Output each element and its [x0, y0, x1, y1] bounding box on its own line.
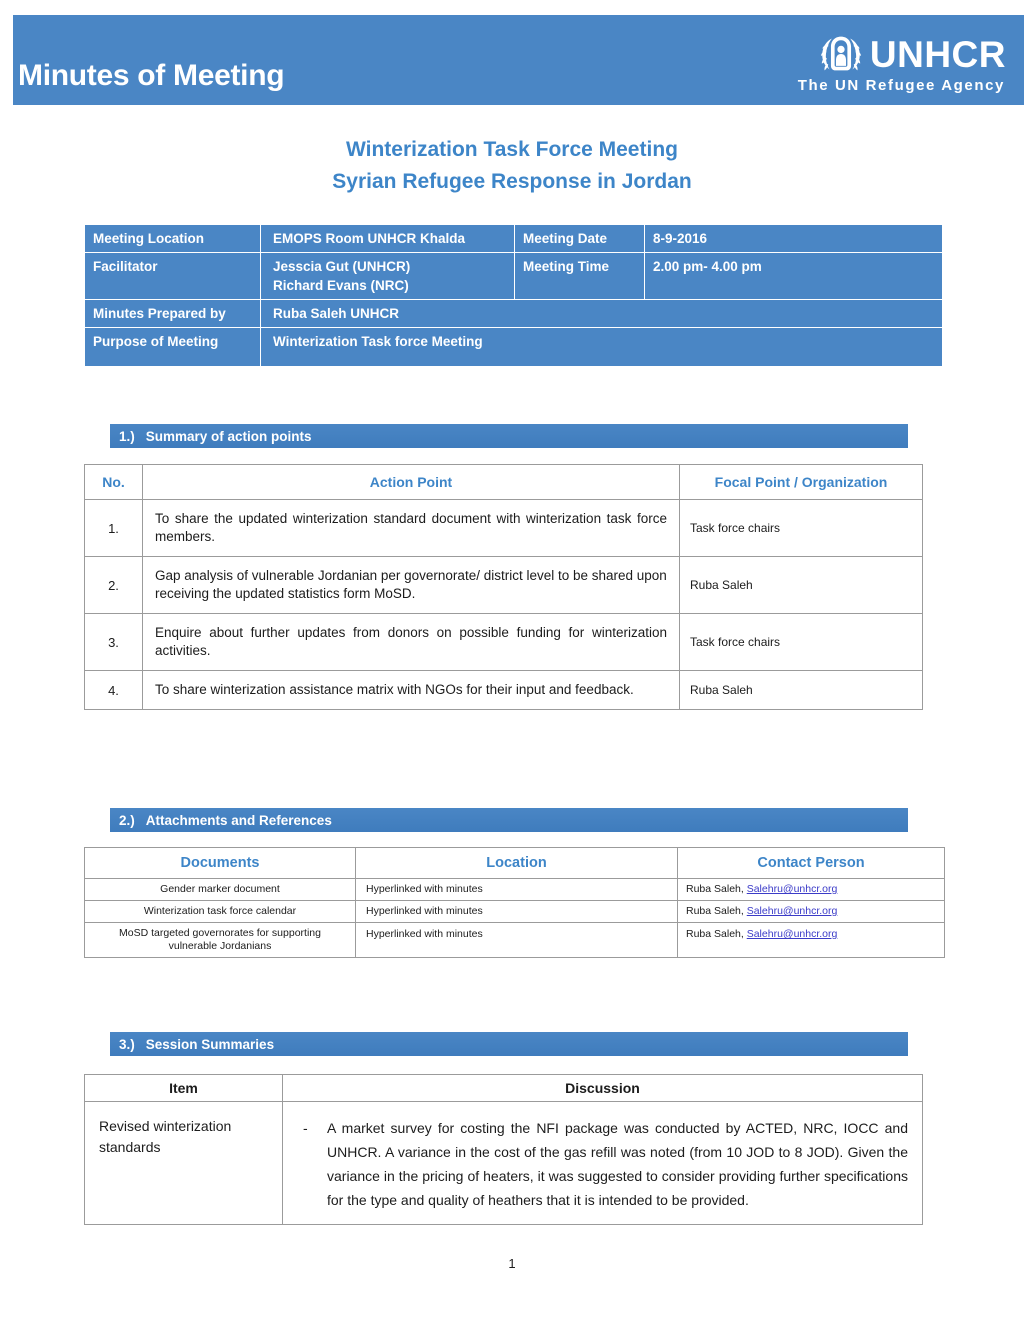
logo-wordmark: UNHCR — [869, 33, 1006, 75]
action-row-text: To share winterization assistance matrix with NGOs for their input and feedback. — [143, 671, 680, 710]
table-row — [85, 253, 943, 300]
meeting-time-value: 2.00 pm- 4.00 pm — [645, 253, 943, 300]
meeting-location-label: Meeting Location — [85, 225, 261, 253]
meeting-time-label: Meeting Time — [515, 253, 645, 300]
attachment-document: Winterization task force calendar — [85, 901, 356, 923]
action-row-focal: Ruba Saleh — [680, 671, 923, 710]
action-row-number: 4. — [85, 671, 143, 710]
column-header-location: Location — [356, 848, 678, 879]
column-header-item: Item — [85, 1075, 283, 1102]
session-discussion-cell — [283, 1102, 923, 1225]
discussion-text: A market survey for costing the NFI package was conducted by ACTED, NRC, IOCC and UNHCR. A variance in the cost of the gas refill was noted (from 10 JOD to 8 JOD). Given the variance in the pricing of heaters, it was suggested to consider providing further specifications for the type and quality of heathers that it is intended to be provided. — [327, 1120, 908, 1208]
action-row-number: 3. — [85, 614, 143, 671]
logo-tagline: The UN Refugee Agency — [797, 77, 1005, 94]
purpose-value: Winterization Task force Meeting — [261, 328, 943, 367]
unhcr-logo — [798, 33, 1006, 94]
section-header-session-summaries — [110, 1032, 908, 1056]
action-row-number: 2. — [85, 557, 143, 614]
attachment-contact — [678, 901, 945, 923]
header-band — [13, 15, 1024, 105]
document-title-line2: Syrian Refugee Response in Jordan — [332, 170, 692, 193]
column-header-contact-person: Contact Person — [678, 848, 945, 879]
table-row — [85, 901, 945, 923]
page-number: 1 — [508, 1256, 516, 1271]
contact-email-link[interactable]: Salehru@unhcr.org — [746, 883, 838, 895]
contact-name: Ruba Saleh, — [686, 905, 747, 917]
facilitator-value — [261, 253, 515, 300]
column-header-focal-point: Focal Point / Organization — [680, 465, 923, 500]
column-header-action-point: Action Point — [143, 465, 680, 500]
document-title — [0, 134, 1024, 198]
minutes-prepared-label: Minutes Prepared by — [85, 300, 261, 328]
action-points-table — [84, 464, 923, 710]
session-summaries-table — [84, 1074, 923, 1225]
table-row — [85, 923, 945, 958]
table-row — [85, 328, 943, 367]
unhcr-emblem-icon — [818, 33, 864, 75]
discussion-bullet — [297, 1116, 908, 1212]
facilitator-value-line1: Jesscia Gut (UNHCR) — [273, 259, 411, 274]
table-row — [85, 300, 943, 328]
table-row — [85, 879, 945, 901]
meeting-date-label: Meeting Date — [515, 225, 645, 253]
attachment-document: MoSD targeted governorates for supporting vulnerable Jordanians — [85, 923, 356, 958]
attachments-table — [84, 847, 945, 958]
bullet-marker: - — [303, 1120, 308, 1136]
contact-name: Ruba Saleh, — [686, 883, 747, 895]
attachment-contact — [678, 923, 945, 958]
document-title-line1: Winterization Task Force Meeting — [346, 138, 678, 161]
action-row-number: 1. — [85, 500, 143, 557]
section-2-number: 2.) — [119, 812, 135, 828]
action-row-focal: Ruba Saleh — [680, 557, 923, 614]
meeting-info-table — [84, 224, 943, 367]
contact-email-link[interactable]: Salehru@unhcr.org — [746, 928, 838, 940]
column-header-no: No. — [85, 465, 143, 500]
section-1-title: Summary of action points — [145, 428, 312, 444]
attachment-contact — [678, 879, 945, 901]
facilitator-value-line2: Richard Evans (NRC) — [273, 278, 409, 293]
action-row-text: To share the updated winterization standard document with winterization task force members. — [143, 500, 680, 557]
column-header-documents: Documents — [85, 848, 356, 879]
contact-email-link[interactable]: Salehru@unhcr.org — [746, 905, 838, 917]
section-3-number: 3.) — [119, 1036, 135, 1052]
table-header-row — [85, 1075, 923, 1102]
logo-top-row — [818, 33, 1006, 75]
attachment-location: Hyperlinked with minutes — [356, 901, 678, 923]
attachment-document: Gender marker document — [85, 879, 356, 901]
meeting-location-value: EMOPS Room UNHCR Khalda — [261, 225, 515, 253]
session-item: Revised winterization standards — [85, 1102, 283, 1225]
attachment-location: Hyperlinked with minutes — [356, 879, 678, 901]
page-title: Minutes of Meeting — [18, 59, 285, 92]
action-row-focal: Task force chairs — [680, 500, 923, 557]
table-row — [85, 614, 923, 671]
table-header-row — [85, 465, 923, 500]
section-3-title: Session Summaries — [145, 1036, 275, 1052]
facilitator-label: Facilitator — [85, 253, 261, 300]
action-row-text: Gap analysis of vulnerable Jordanian per governorate/ district level to be shared upon receiving the updated statistics form MoSD. — [143, 557, 680, 614]
purpose-label: Purpose of Meeting — [85, 328, 261, 367]
section-header-attachments — [110, 808, 908, 832]
table-row — [85, 671, 923, 710]
action-row-text: Enquire about further updates from donors on possible funding for winterization activities. — [143, 614, 680, 671]
contact-name: Ruba Saleh, — [686, 928, 747, 940]
section-1-number: 1.) — [119, 428, 135, 444]
action-row-focal: Task force chairs — [680, 614, 923, 671]
minutes-prepared-value: Ruba Saleh UNHCR — [261, 300, 943, 328]
table-row — [85, 557, 923, 614]
section-2-title: Attachments and References — [145, 812, 332, 828]
attachment-location: Hyperlinked with minutes — [356, 923, 678, 958]
table-row — [85, 225, 943, 253]
table-row — [85, 1102, 923, 1225]
table-header-row — [85, 848, 945, 879]
section-header-action-points — [110, 424, 908, 448]
table-row — [85, 500, 923, 557]
meeting-date-value: 8-9-2016 — [645, 225, 943, 253]
column-header-discussion: Discussion — [283, 1075, 923, 1102]
